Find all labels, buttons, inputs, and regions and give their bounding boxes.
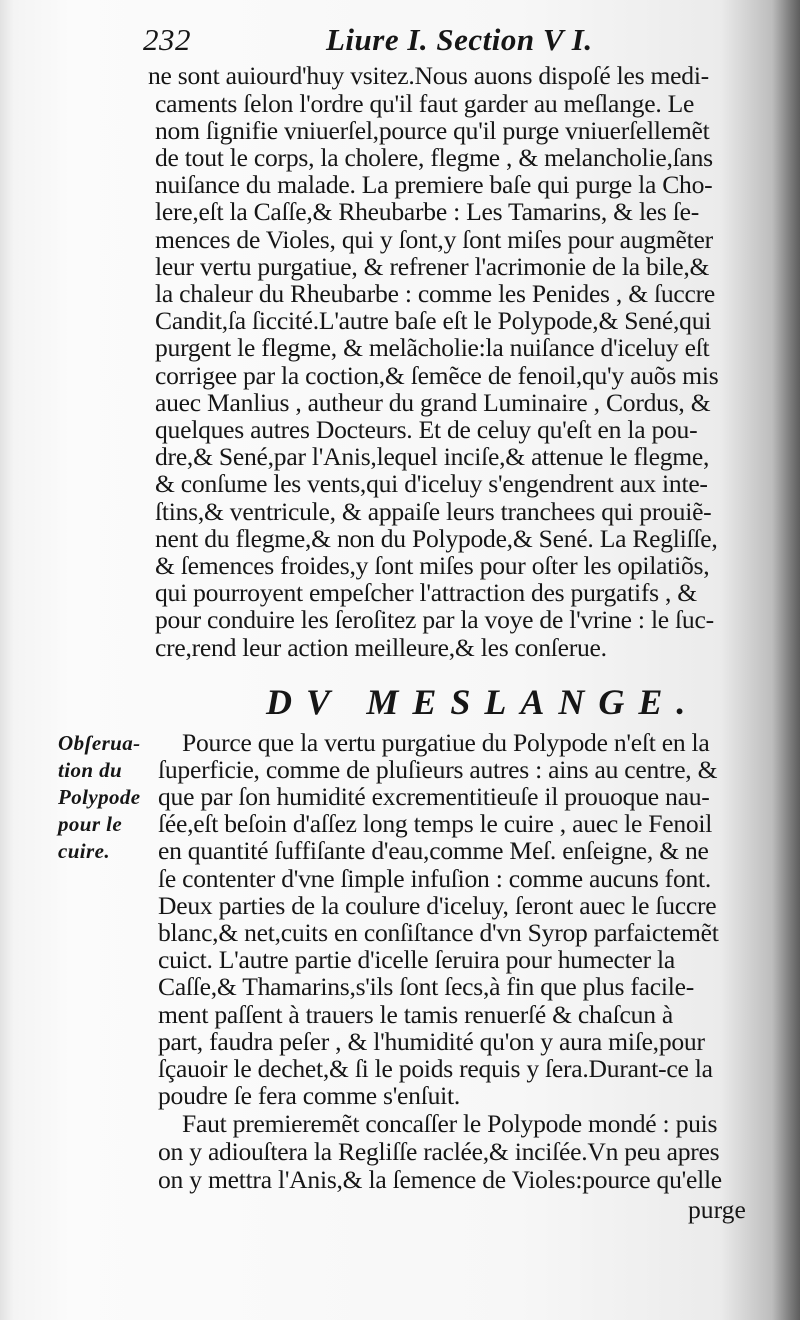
- margin-note-line: Polypode: [58, 785, 141, 809]
- running-head: Liure I. Section V I.: [326, 22, 593, 57]
- text-line: dre,& Sené,par l'Anis,lequel inciſe,& attenue le flegme,: [155, 442, 710, 471]
- text-line: ſée,eſt beſoin d'aſſez long temps le cuire , auec le Fenoil: [158, 809, 713, 838]
- text-line: nuiſance du malade. La premiere baſe qui purge la Cho-: [155, 170, 713, 199]
- text-line: & conſume les vents,qui d'iceluy s'engendrent aux inte-: [155, 469, 708, 498]
- text-line: ſtins,& ventricule, & appaiſe leurs tranchees qui prouiẽ-: [155, 497, 712, 526]
- text-line: nom ſignifie vniuerſel,pource qu'il purge vniuerſellemẽt: [155, 116, 710, 145]
- text-line: qui pourroyent empeſcher l'attraction des purgatifs , &: [155, 578, 697, 607]
- text-line: Pource que la vertu purgatiue du Polypode n'eſt en la: [182, 728, 710, 757]
- text-line: cre,rend leur action meilleure,& les conſerue.: [155, 633, 607, 662]
- text-line: on y mettra l'Anis,& la ſemence de Violes:pource qu'elle: [158, 1165, 722, 1194]
- text-line: que par ſon humidité excrementitieuſe il prouoque nau-: [158, 782, 710, 811]
- page-header: [0, 20, 800, 64]
- text-line: part, faudra peſer , & l'humidité qu'on y aura miſe,pour: [158, 1027, 705, 1056]
- text-line: mences de Violes, qui y ſont,y ſont miſes pour augmẽter: [155, 225, 713, 254]
- text-line: cuict. L'autre partie d'icelle ſeruira pour humecter la: [158, 945, 676, 974]
- section-heading: DV MESLANGE.: [266, 682, 700, 722]
- text-line: Caſſe,& Thamarins,s'ils ſont ſecs,à fin que plus facile-: [158, 972, 695, 1001]
- text-line: ſçauoir le dechet,& ſi le poids requis y ſera.Durant-ce la: [158, 1054, 713, 1083]
- text-line: Deux parties de la coulure d'iceluy, ſeront auec le ſuccre: [158, 891, 717, 920]
- text-line: ment paſſent à trauers le tamis renuerſé & chaſcun à: [158, 1000, 673, 1029]
- text-line: lere,eſt la Caſſe,& Rheubarbe : Les Tamarins, & les ſe-: [155, 197, 700, 226]
- text-line: on y adiouſtera la Regliſſe raclée,& inciſée.Vn peu apres: [158, 1137, 720, 1166]
- text-line: leur vertu purgatiue, & refrener l'acrimonie de la bile,&: [155, 252, 710, 281]
- text-line: quelques autres Docteurs. Et de celuy qu'eſt en la pou-: [155, 415, 698, 444]
- text-line: poudre ſe fera comme s'enſuit.: [158, 1081, 460, 1110]
- page-number: 232: [143, 22, 191, 57]
- text-line: ne sont auiourd'huy vsitez.Nous auons dispoſé les medi-: [148, 61, 709, 90]
- text-line: blanc,& net,cuits en conſiſtance d'vn Syrop parfaictemẽt: [158, 918, 719, 947]
- margin-note-line: cuire.: [58, 839, 110, 863]
- text-line: la chaleur du Rheubarbe : comme les Penides , & ſuccre: [155, 279, 716, 308]
- text-line: caments ſelon l'ordre qu'il faut garder au meſlange. Le: [155, 89, 695, 118]
- margin-note-line: Obſerua-: [58, 731, 141, 755]
- margin-note-line: pour le: [58, 812, 123, 836]
- margin-note-line: tion du: [58, 758, 123, 782]
- text-line: auec Manlius , autheur du grand Luminaire , Cordus, &: [155, 388, 711, 417]
- text-line: purgent le flegme, & melãcholie:la nuiſance d'iceluy eſt: [155, 333, 710, 362]
- text-line: ſuperficie, comme de pluſieurs autres : ains au centre, &: [158, 755, 718, 784]
- text-line: Candit,ſa ſiccité.L'autre baſe eſt le Polypode,& Sené,qui: [155, 306, 712, 335]
- text-line: pour conduire les ſeroſitez par la voye de l'vrine : le ſuc-: [155, 605, 714, 634]
- text-line: corrigee par la coction,& ſemẽce de fenoil,qu'y auõs mis: [155, 361, 719, 390]
- text-line: en quantité ſuffiſante d'eau,comme Meſ. enſeigne, & ne: [158, 836, 709, 865]
- text-line: Faut premieremẽt concaſſer le Polypode mondé : puis: [182, 1109, 718, 1138]
- text-line: & ſemences froides,y ſont miſes pour oſter les opilatiõs,: [155, 551, 710, 580]
- catchword: purge: [688, 1195, 746, 1224]
- text-line: nent du flegme,& non du Polypode,& Sené. La Regliſſe,: [155, 524, 718, 553]
- text-line: de tout le corps, la cholere, flegme , & melancholie,ſans: [155, 143, 713, 172]
- text-line: ſe contenter d'vne ſimple infuſion : comme aucuns font.: [158, 864, 712, 893]
